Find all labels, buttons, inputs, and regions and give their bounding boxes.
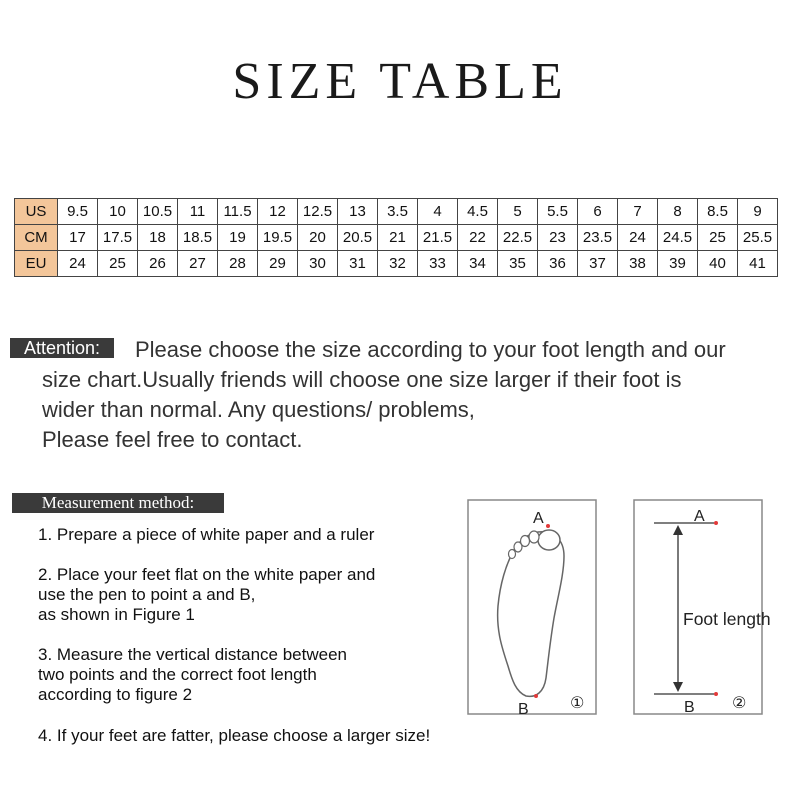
size-row-us (15, 199, 778, 225)
size-cell: 4 (418, 199, 458, 225)
figure-2-point-b: B (684, 699, 695, 716)
size-cell: 21.5 (418, 225, 458, 251)
size-cell: 20.5 (338, 225, 378, 251)
size-cell: 38 (618, 251, 658, 277)
row-header: EU (15, 251, 58, 277)
arrow-up-icon (673, 525, 683, 535)
step-3-line-1: 3. Measure the vertical distance between (38, 645, 348, 664)
size-cell: 25 (698, 225, 738, 251)
size-cell: 17 (58, 225, 98, 251)
size-cell: 19.5 (258, 225, 298, 251)
size-cell: 12.5 (298, 199, 338, 225)
size-cell: 7 (618, 199, 658, 225)
size-cell: 12 (258, 199, 298, 225)
size-cell: 27 (178, 251, 218, 277)
figure-2-measurement (632, 498, 792, 720)
size-cell: 36 (538, 251, 578, 277)
step-4-line-1: 4. If your feet are fatter, please choose a larger size! (38, 726, 431, 745)
size-cell: 25.5 (738, 225, 778, 251)
step-3-line-3: according to figure 2 (38, 685, 193, 704)
point-b-marker (534, 694, 538, 698)
attention-line-3: wider than normal. Any questions/ problems, (42, 397, 475, 422)
point-a-marker-2 (714, 521, 718, 525)
size-cell: 18.5 (178, 225, 218, 251)
arrow-down-icon (673, 682, 683, 692)
toe-2 (529, 531, 539, 543)
size-cell: 29 (258, 251, 298, 277)
size-cell: 6 (578, 199, 618, 225)
size-row-eu (15, 251, 778, 277)
point-b-marker-2 (714, 692, 718, 696)
measurement-label: Measurement method: (12, 493, 224, 513)
size-cell: 28 (218, 251, 258, 277)
step-2 (38, 565, 375, 625)
step-3-line-2: two points and the correct foot length (38, 665, 317, 684)
attention-line-1: Please choose the size according to your foot length and our (135, 337, 726, 362)
figure-1-point-a: A (533, 510, 544, 527)
attention-label: Attention: (10, 338, 114, 358)
figure-2-number: ② (732, 693, 747, 712)
size-cell: 25 (98, 251, 138, 277)
size-cell: 24.5 (658, 225, 698, 251)
attention-line-2: size chart.Usually friends will choose one size larger if their foot is (42, 367, 682, 392)
size-row-cm (15, 225, 778, 251)
step-2-line-1: 2. Place your feet flat on the white paper and (38, 565, 376, 584)
size-cell: 30 (298, 251, 338, 277)
size-cell: 5.5 (538, 199, 578, 225)
toe-5 (509, 550, 516, 559)
size-cell: 35 (498, 251, 538, 277)
size-cell: 22.5 (498, 225, 538, 251)
row-header: US (15, 199, 58, 225)
size-table (14, 198, 778, 277)
size-cell: 33 (418, 251, 458, 277)
figure-1-point-b: B (518, 701, 529, 718)
size-cell: 11 (178, 199, 218, 225)
size-cell: 3.5 (378, 199, 418, 225)
size-cell: 21 (378, 225, 418, 251)
step-1 (38, 525, 374, 545)
step-1-line-1: 1. Prepare a piece of white paper and a ruler (38, 525, 375, 544)
size-cell: 26 (138, 251, 178, 277)
figure-1-number: ① (570, 693, 585, 712)
size-cell: 31 (338, 251, 378, 277)
size-cell: 5 (498, 199, 538, 225)
figure-1-footprint (466, 498, 600, 720)
size-cell: 23 (538, 225, 578, 251)
size-cell: 34 (458, 251, 498, 277)
size-cell: 37 (578, 251, 618, 277)
figure-2-frame (634, 500, 762, 714)
figure-2-point-a: A (694, 508, 705, 525)
size-cell: 11.5 (218, 199, 258, 225)
size-cell: 4.5 (458, 199, 498, 225)
big-toe (538, 530, 560, 550)
size-cell: 41 (738, 251, 778, 277)
size-cell: 10.5 (138, 199, 178, 225)
size-cell: 24 (58, 251, 98, 277)
toe-4 (514, 542, 522, 552)
size-cell: 23.5 (578, 225, 618, 251)
size-cell: 32 (378, 251, 418, 277)
step-3 (38, 645, 347, 705)
size-cell: 13 (338, 199, 378, 225)
page-title: SIZE TABLE (232, 53, 568, 110)
step-4 (38, 726, 430, 746)
point-a-marker (546, 524, 550, 528)
size-cell: 24 (618, 225, 658, 251)
size-cell: 8.5 (698, 199, 738, 225)
size-cell: 9 (738, 199, 778, 225)
row-header: CM (15, 225, 58, 251)
step-2-line-2: use the pen to point a and B, (38, 585, 256, 604)
size-cell: 10 (98, 199, 138, 225)
size-cell: 18 (138, 225, 178, 251)
size-cell: 20 (298, 225, 338, 251)
attention-line-4: Please feel free to contact. (42, 427, 303, 452)
size-cell: 17.5 (98, 225, 138, 251)
foot-length-label: Foot length (683, 609, 771, 629)
size-cell: 8 (658, 199, 698, 225)
size-cell: 19 (218, 225, 258, 251)
foot-outline (498, 532, 564, 697)
size-cell: 9.5 (58, 199, 98, 225)
step-2-line-3: as shown in Figure 1 (38, 605, 195, 624)
size-cell: 39 (658, 251, 698, 277)
size-cell: 22 (458, 225, 498, 251)
size-cell: 40 (698, 251, 738, 277)
